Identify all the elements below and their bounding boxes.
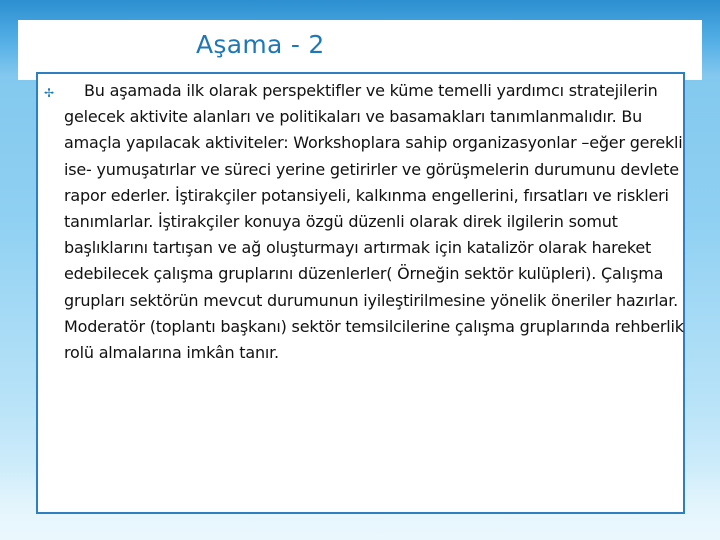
slide-title: Aşama - 2 bbox=[196, 30, 325, 59]
content-box bbox=[36, 72, 685, 514]
bullet-icon: ✢ bbox=[44, 86, 55, 100]
title-panel bbox=[18, 20, 702, 80]
bullet-text: Bu aşamada ilk olarak perspektifler ve küme temelli yardımcı stratejilerin gelecek aktivite alanları ve politikaları ve basamakları tanımlanmalıdır. Bu amaçla yapılacak aktiviteler: Workshoplara sahip organizasyonlar –eğer gerekli ise- yumuşatırlar ve süreci yerine getirirler ve görüşmelerin durumunu devlete rapor ederler. İştirakçiler potansiyeli, kalkınma engellerini, fırsatları ve riskleri tanımlarlar. İştirakçiler konuya özgü düzenli olarak direk ilgilerin somut başlıklarını tartışan ve ağ oluşturmayı artırmak için katalizör olarak hareket edebilecek çalışma gruplarını düzenlerler( Örneğin sektör kulüpleri). Çalışma grupları sektörün mevcut durumunun iyileştirilmesine yönelik öneriler hazırlar. Moderatör (toplantı başkanı) sektör temsilcilerine çalışma gruplarında rehberlik rolü almalarına imkân tanır. bbox=[64, 81, 684, 363]
